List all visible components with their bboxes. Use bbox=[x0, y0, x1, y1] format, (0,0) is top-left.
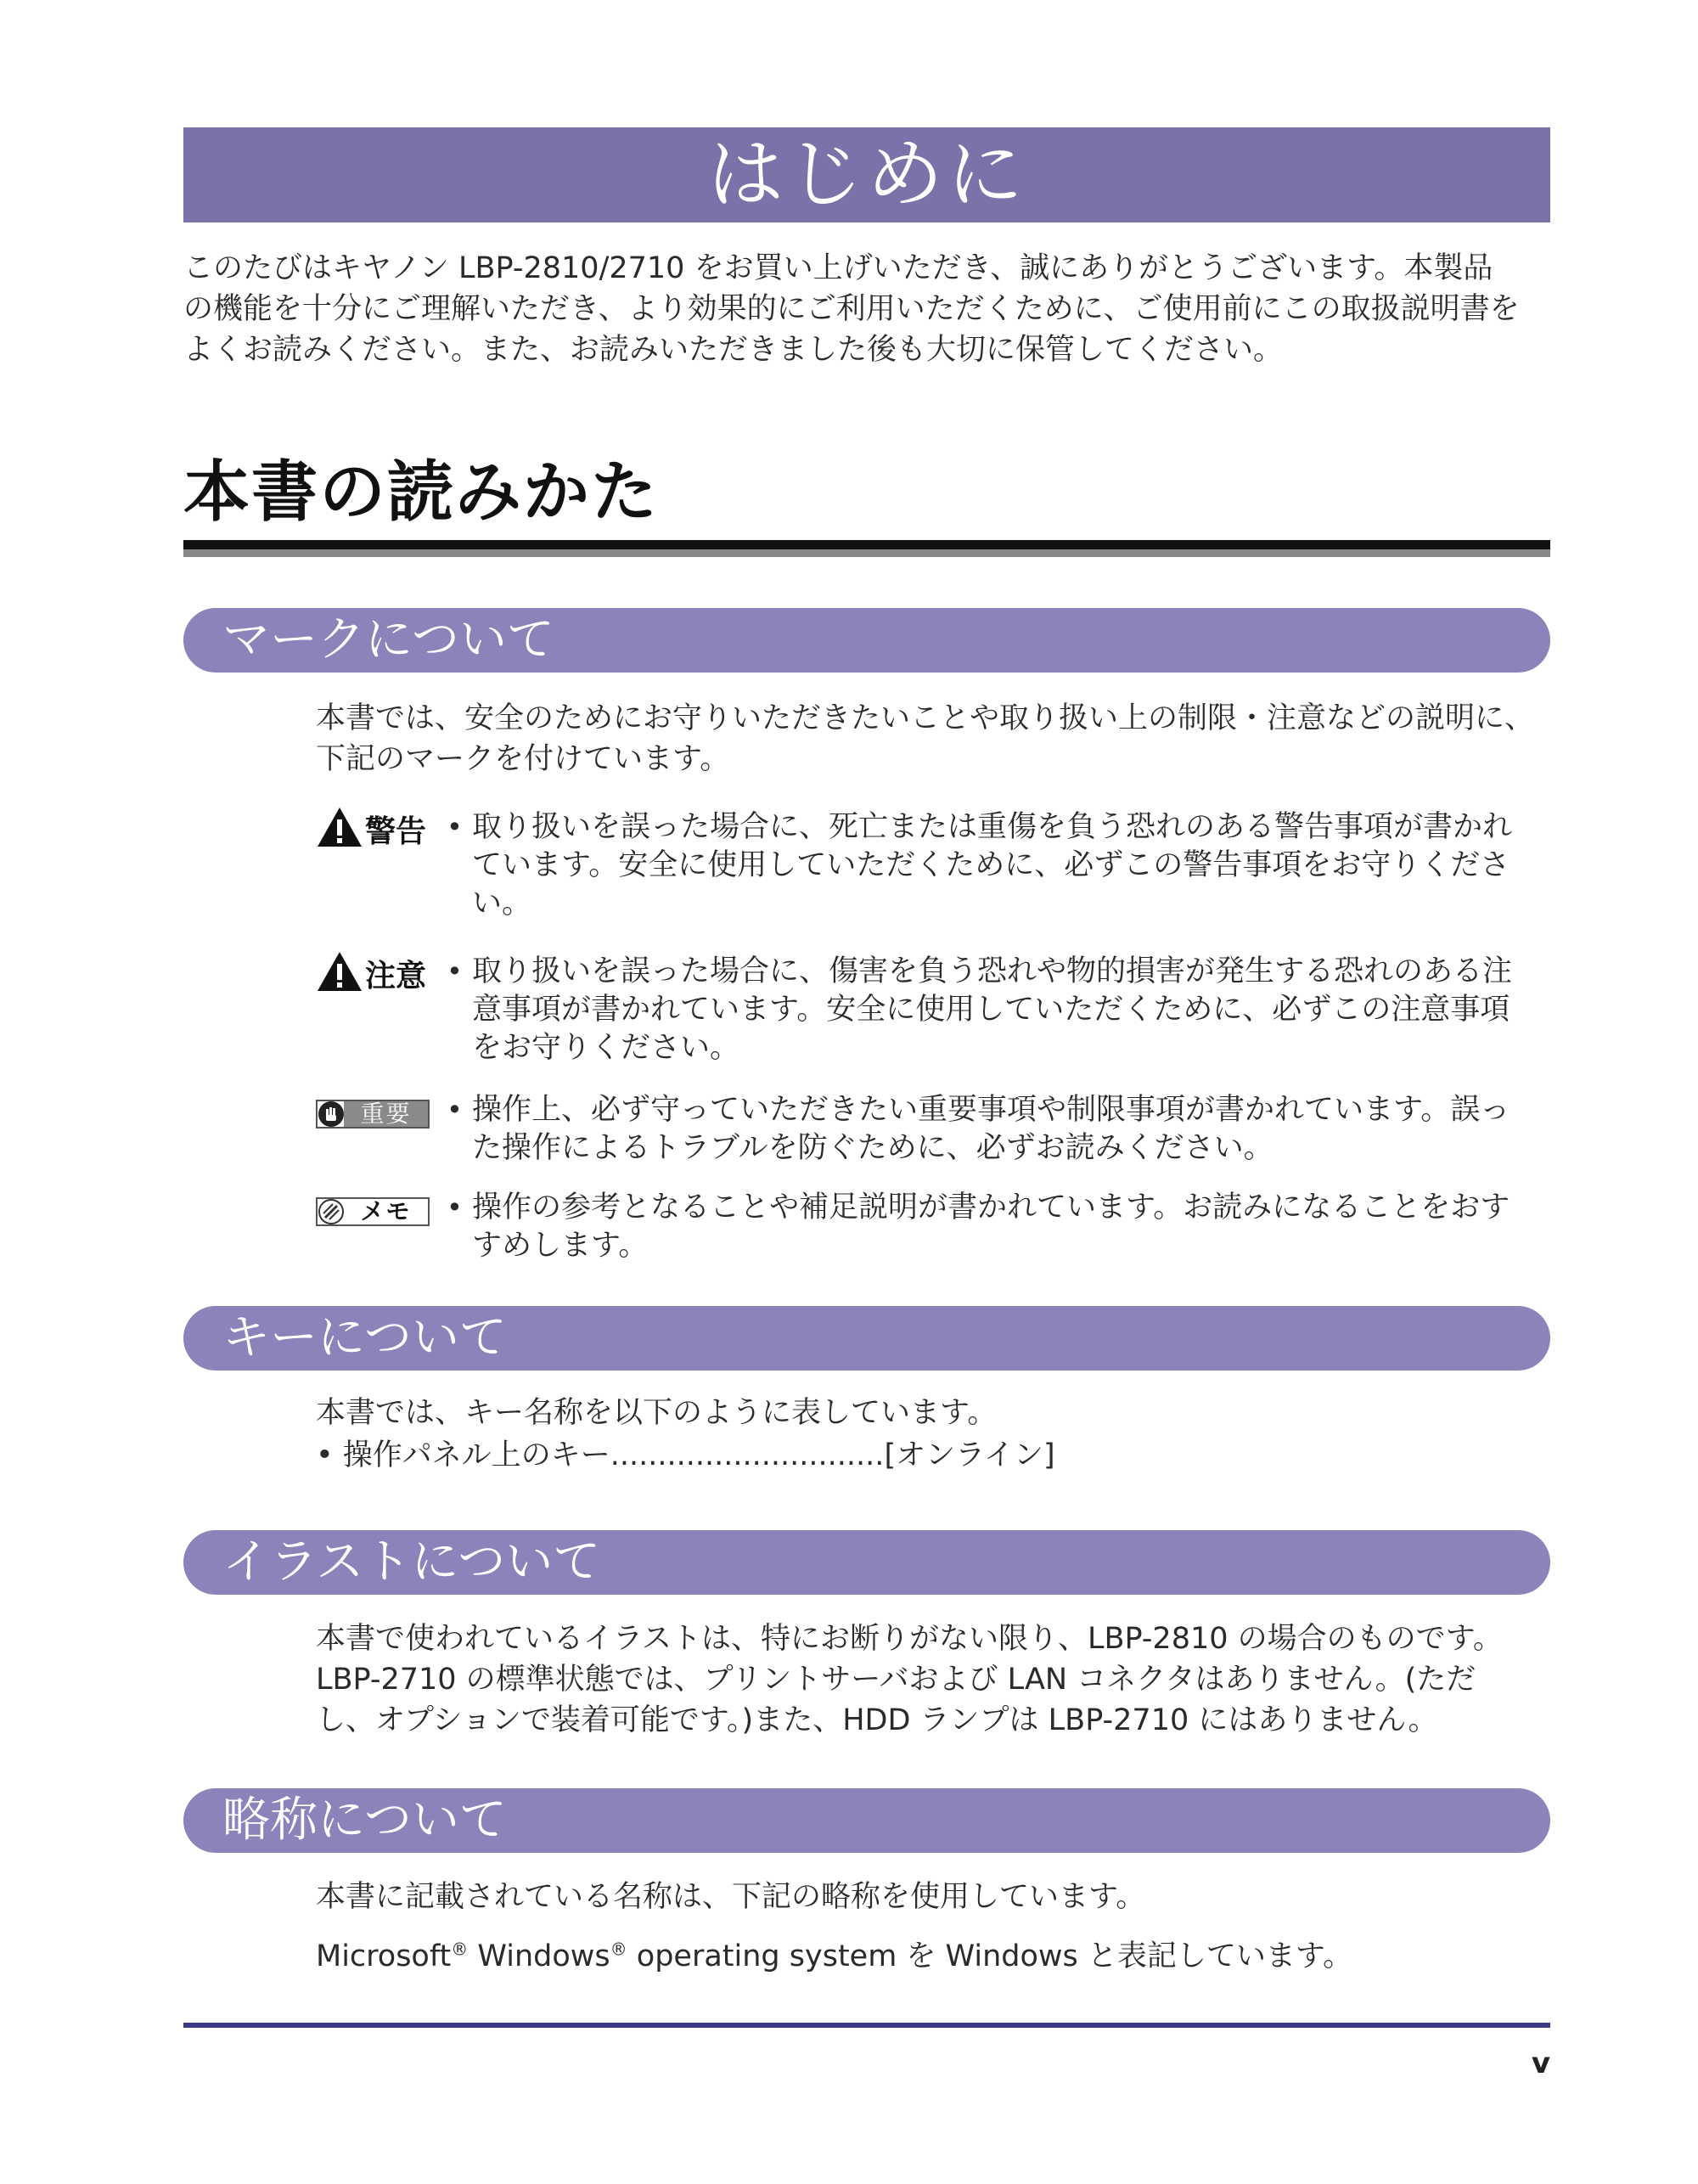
illustrations-description bbox=[316, 1618, 1550, 1741]
mark-label-memo bbox=[316, 1189, 439, 1230]
badge-label: 重要 bbox=[344, 1101, 428, 1127]
section-header-abbreviations: 略称について bbox=[183, 1788, 1550, 1853]
page-number: v bbox=[1531, 2046, 1550, 2080]
mark-label-important bbox=[316, 1091, 439, 1132]
mark-description bbox=[443, 1091, 1550, 1168]
dot-leader: ............................. bbox=[610, 1438, 885, 1472]
mark-description bbox=[443, 1189, 1550, 1265]
paragraph-line: 下記のマークを付けています。 bbox=[316, 742, 730, 776]
mark-line: 意事項が書かれています。安全に使用していただくために、必ずこの注意事項 bbox=[472, 993, 1510, 1027]
mark-line: • 取り扱いを誤った場合に、傷害を負う恐れや物的損害が発生する恐れのある注 bbox=[472, 954, 1513, 988]
intro-line: このたびはキヤノン LBP-2810/2710 をお買い上げいただき、誠にありがとうございます。本製品 bbox=[183, 251, 1493, 285]
paragraph-line: 本書で使われているイラストは、特にお断りがない限り、LBP-2810 の場合のものです。 bbox=[316, 1622, 1503, 1656]
key-item bbox=[316, 1435, 1550, 1476]
intro-line: よくお読みください。また、お読みいただきました後も大切に保管してください。 bbox=[183, 333, 1284, 367]
key-value: [オンライン] bbox=[884, 1438, 1055, 1472]
abbreviations-description: 本書に記載されている名称は、下記の略称を使用しています。 bbox=[316, 1880, 1146, 1914]
marks-description bbox=[316, 698, 1550, 780]
text-windows: Windows bbox=[468, 1939, 610, 1973]
paragraph-line: し、オプションで装着可能です。)また、HDD ランプは LBP-2710 にはありません。 bbox=[316, 1703, 1438, 1737]
paragraph-line: LBP-2710 の標準状態では、プリントサーバおよび LAN コネクタはありません。(ただ bbox=[316, 1663, 1476, 1697]
registered-mark: ® bbox=[451, 1939, 469, 1960]
bullet: • bbox=[316, 1438, 343, 1472]
keys-description: 本書では、キー名称を以下のように表しています。 bbox=[316, 1396, 998, 1430]
pencil-memo-icon bbox=[318, 1199, 344, 1224]
mark-label-text: 注意 bbox=[365, 958, 427, 993]
text-operating-system: operating system を Windows と表記しています。 bbox=[627, 1939, 1353, 1973]
badge-label: メモ bbox=[344, 1199, 428, 1224]
mark-line: すめします。 bbox=[472, 1229, 649, 1263]
mark-label-caution bbox=[316, 953, 439, 993]
mark-line: い。 bbox=[472, 887, 532, 920]
text-microsoft: Microsoft bbox=[316, 1939, 452, 1973]
page-title: はじめに bbox=[183, 127, 1550, 222]
warning-triangle-icon bbox=[316, 806, 363, 852]
important-badge bbox=[316, 1100, 430, 1129]
caution-triangle-icon bbox=[316, 950, 363, 996]
mark-label-text: 警告 bbox=[365, 813, 427, 849]
mark-line: た操作によるトラブルを防ぐために、必ずお読みください。 bbox=[472, 1131, 1274, 1165]
mark-line: • 取り扱いを誤った場合に、死亡または重傷を負う恐れのある警告事項が書かれ bbox=[472, 810, 1513, 844]
mark-line: をお守りください。 bbox=[472, 1031, 740, 1065]
abbreviations-example bbox=[316, 1936, 1550, 1977]
mark-line: • 操作上、必ず守っていただきたい重要事項や制限事項が書かれています。誤っ bbox=[472, 1093, 1510, 1127]
registered-mark: ® bbox=[610, 1939, 627, 1960]
memo-badge bbox=[316, 1197, 430, 1226]
section-header-illustrations: イラストについて bbox=[183, 1530, 1550, 1595]
hand-stop-icon bbox=[318, 1101, 344, 1127]
mark-line: ています。安全に使用していただくために、必ずこの警告事項をお守りくださ bbox=[472, 848, 1510, 882]
mark-description bbox=[443, 808, 1550, 923]
section-header-marks: マークについて bbox=[183, 608, 1550, 673]
section-header-keys: キーについて bbox=[183, 1306, 1550, 1371]
footer-divider bbox=[183, 2023, 1550, 2028]
chapter-title: 本書の読みかた bbox=[183, 454, 660, 531]
mark-description bbox=[443, 953, 1550, 1067]
intro-line: の機能を十分にご理解いただき、より効果的にご利用いただくために、ご使用前にこの取扱説明書を bbox=[183, 292, 1520, 326]
mark-line: • 操作の参考となることや補足説明が書かれています。お読みになることをおす bbox=[472, 1191, 1510, 1224]
key-label: 操作パネル上のキー bbox=[342, 1438, 610, 1472]
paragraph-line: 本書では、安全のためにお守りいただきたいことや取り扱い上の制限・注意などの説明に、 bbox=[316, 701, 1535, 735]
chapter-divider bbox=[183, 540, 1550, 557]
mark-label-warning bbox=[316, 808, 439, 849]
intro-paragraph bbox=[183, 248, 1550, 370]
